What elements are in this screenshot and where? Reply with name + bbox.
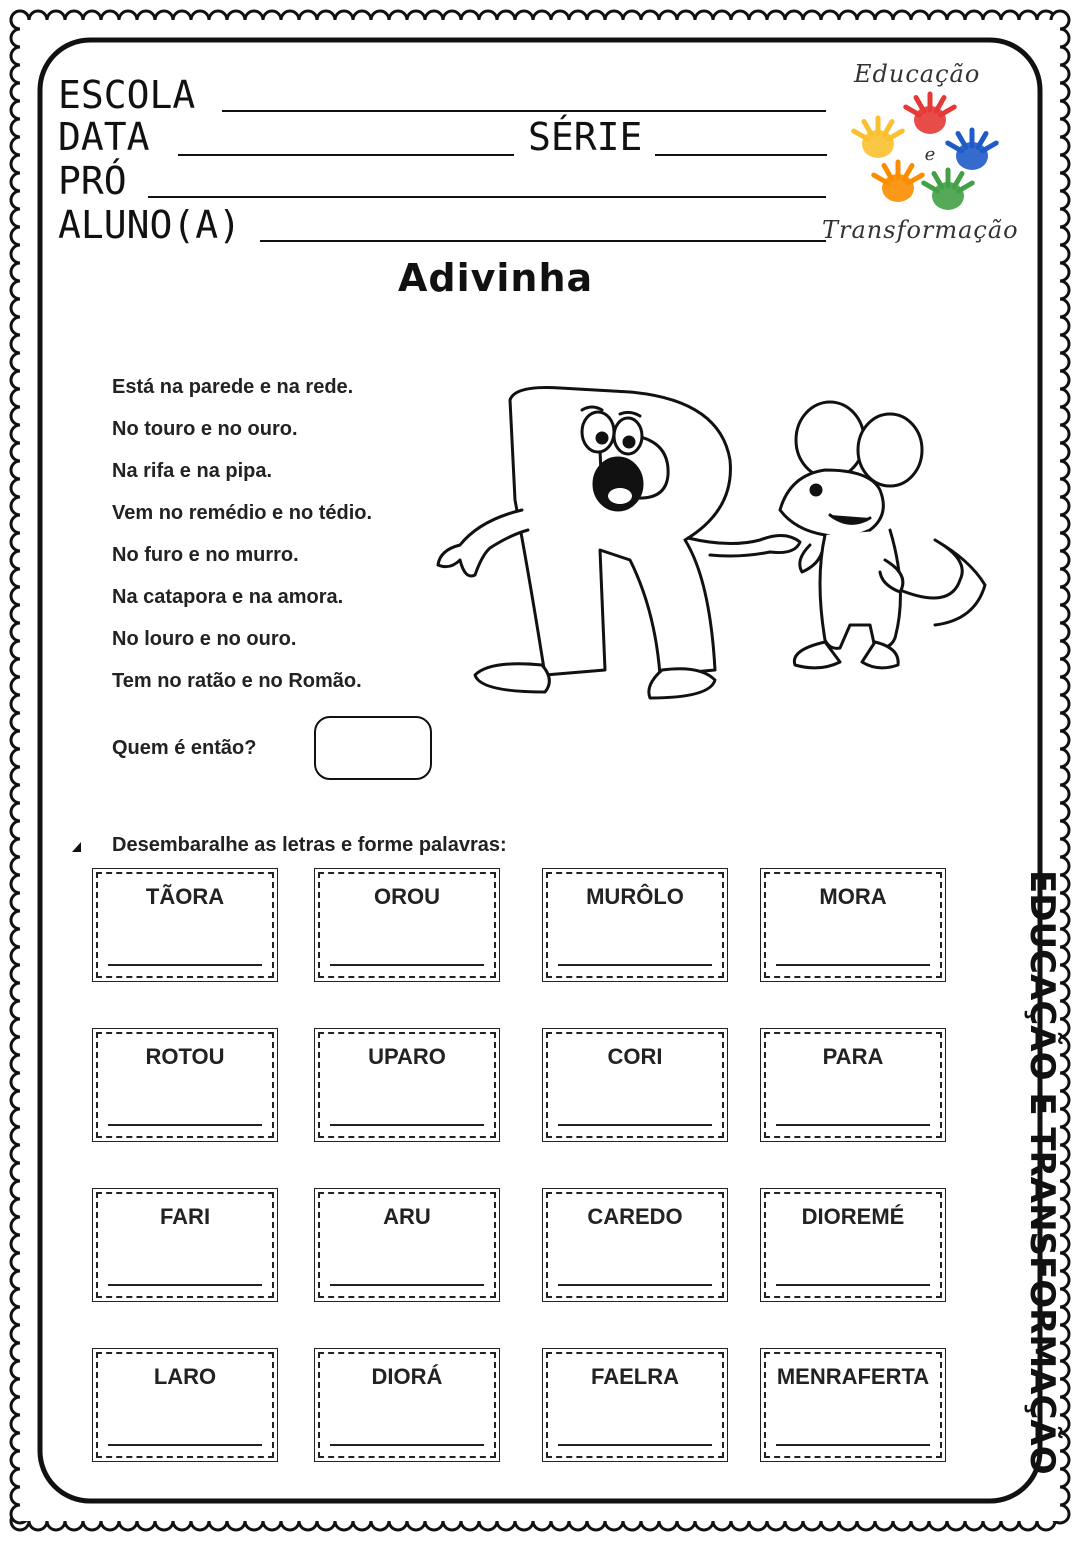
word-card	[96, 1032, 274, 1138]
aluno-label: ALUNO(A)	[58, 203, 242, 247]
word-card	[318, 1192, 496, 1298]
scrambled-word: TÃORA	[145, 884, 225, 909]
scrambled-word: CAREDO	[587, 1204, 683, 1229]
word-card	[318, 872, 496, 978]
riddle-answer-box[interactable]	[314, 716, 432, 780]
serie-field[interactable]	[655, 154, 827, 156]
scrambled-word: FAELRA	[591, 1364, 679, 1389]
scrambled-word: MENRAFERTA	[776, 1364, 930, 1389]
vertical-brand-text: EDUCAÇÃO E TRANSFORMAÇÃO	[1022, 870, 1062, 1475]
scrambled-word: MORA	[819, 884, 887, 909]
riddle-line: No furo e no murro.	[112, 544, 299, 566]
word-card	[96, 872, 274, 978]
word-card	[318, 1352, 496, 1458]
scrambled-word: FARI	[159, 1204, 211, 1229]
word-card	[764, 1192, 942, 1298]
escola-field[interactable]	[222, 110, 826, 112]
riddle-line: Na rifa e na pipa.	[112, 460, 273, 482]
scrambled-word: ARU	[383, 1204, 431, 1229]
riddle-line: Tem no ratão e no Romão.	[112, 670, 362, 692]
scrambled-word: LARO	[153, 1364, 217, 1389]
word-card	[318, 1032, 496, 1138]
scrambled-word: PARA	[822, 1044, 884, 1069]
riddle-line: Na catapora e na amora.	[112, 586, 344, 608]
escola-label: ESCOLA	[58, 73, 196, 117]
logo-text-top: Educação	[854, 60, 981, 88]
word-card	[546, 872, 724, 978]
answer-line[interactable]	[558, 1444, 712, 1446]
serie-label: SÉRIE	[528, 115, 643, 159]
riddle-line: Vem no remédio e no tédio.	[112, 502, 373, 524]
answer-line[interactable]	[108, 964, 262, 966]
riddle-line: Está na parede e na rede.	[112, 376, 354, 398]
word-card	[546, 1192, 724, 1298]
answer-line[interactable]	[330, 1124, 484, 1126]
word-card	[764, 1032, 942, 1138]
answer-line[interactable]	[108, 1444, 262, 1446]
word-card	[546, 1032, 724, 1138]
riddle-line: No touro e no ouro.	[112, 418, 298, 440]
answer-line[interactable]	[330, 964, 484, 966]
answer-line[interactable]	[776, 964, 930, 966]
word-card	[96, 1192, 274, 1298]
word-card	[764, 1352, 942, 1458]
answer-line[interactable]	[558, 964, 712, 966]
logo-text-bottom: Transformação	[822, 216, 1019, 244]
aluno-field[interactable]	[260, 240, 826, 242]
scrambled-word: UPARO	[368, 1044, 446, 1069]
pro-label: PRÓ	[58, 159, 127, 203]
answer-line[interactable]	[558, 1124, 712, 1126]
word-card	[546, 1352, 724, 1458]
scrambled-word: MURÔLO	[586, 884, 684, 909]
answer-line[interactable]	[330, 1444, 484, 1446]
word-card	[764, 872, 942, 978]
answer-line[interactable]	[776, 1284, 930, 1286]
answer-line[interactable]	[776, 1124, 930, 1126]
scrambled-word: DIORÁ	[371, 1364, 443, 1389]
riddle-line: No louro e no ouro.	[112, 628, 297, 650]
pro-field[interactable]	[148, 196, 826, 198]
answer-line[interactable]	[108, 1124, 262, 1126]
question-label: Quem é então?	[112, 737, 257, 759]
answer-line[interactable]	[330, 1284, 484, 1286]
word-card	[96, 1352, 274, 1458]
answer-line[interactable]	[776, 1444, 930, 1446]
scrambled-word: DIOREMÉ	[801, 1204, 905, 1229]
education-logo	[820, 58, 1040, 253]
logo-text-middle: e	[924, 144, 936, 165]
answer-line[interactable]	[558, 1284, 712, 1286]
scrambled-word: ROTOU	[145, 1044, 225, 1069]
bullet-triangle-icon	[72, 842, 81, 852]
data-label: DATA	[58, 115, 150, 159]
letter-r-and-mouse-illustration	[430, 380, 1000, 710]
instruction-text: Desembaralhe as letras e forme palavras:	[112, 834, 507, 856]
answer-line[interactable]	[108, 1284, 262, 1286]
page-title: Adivinha	[398, 256, 594, 300]
scrambled-word: CORI	[607, 1044, 663, 1069]
scrambled-word: OROU	[374, 884, 440, 909]
data-field[interactable]	[178, 154, 514, 156]
